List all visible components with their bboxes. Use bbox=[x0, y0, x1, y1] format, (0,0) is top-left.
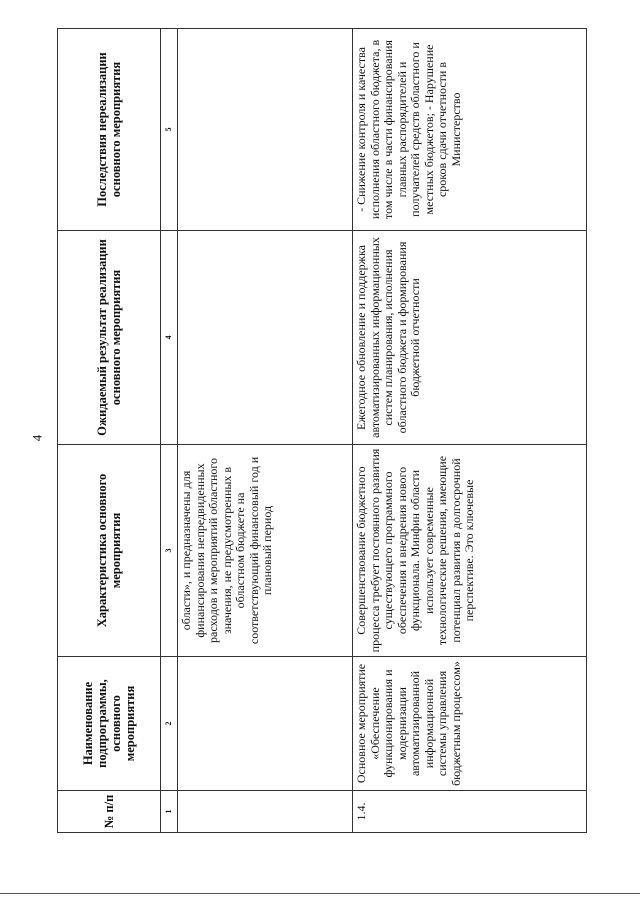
cell-name-empty bbox=[178, 657, 353, 791]
column-number: 2 bbox=[161, 657, 178, 791]
cell-consequences: - Снижение контроля и качества исполнения областного бюджета, в том числе в части финансирования главных распорядителей и получателей средств областного и местных бюджетов; - Нарушение сроков сдачи отчетности в Министерство bbox=[353, 29, 587, 231]
table-header-row bbox=[58, 29, 161, 833]
cell-characteristic-continued: области», и предназначены для финансирования непредвиденных расходов и мероприятий областного значения, не предусмотренных в областном бюджете на соответствующий финансовый год и плановый период bbox=[178, 445, 353, 657]
cell-number-empty bbox=[178, 791, 353, 833]
column-number: 5 bbox=[161, 29, 178, 231]
header-result: Ожидаемый результат реализации основного мероприятия bbox=[58, 231, 161, 445]
column-number: 3 bbox=[161, 445, 178, 657]
header-name: Наименование подпрограммы, основного мероприятия bbox=[58, 657, 161, 791]
cell-measure-name: Основное мероприятие «Обеспечение функционирования и модернизации автоматизированной информационной системы управления бюджетным процессом» bbox=[353, 657, 587, 791]
cell-result-empty bbox=[178, 231, 353, 445]
cell-expected-result: Ежегодное обновление и поддержка автоматизированных информационных систем планирования, исполнения областного бюджета и формирования бюджетной отчетности bbox=[353, 231, 587, 445]
header-consequences: Последствия нереализации основного мероприятия bbox=[58, 29, 161, 231]
bottom-rule bbox=[0, 893, 640, 894]
cell-consequences-empty bbox=[178, 29, 353, 231]
page-number: 4 bbox=[29, 434, 45, 442]
rotated-table-wrapper bbox=[57, 29, 587, 833]
cell-measure-characteristic: Совершенствование бюджетного процесса требует постоянного развития существующего программного обеспечения и внедрения нового функционала. Минфин области использует современные технологические решения, имеющие потенциал развития в долгосрочной перспективе. Это ключевые bbox=[353, 445, 587, 657]
cell-row-number: 1.4. bbox=[353, 791, 587, 833]
column-number: 1 bbox=[161, 791, 178, 833]
column-number: 4 bbox=[161, 231, 178, 445]
measures-table bbox=[57, 28, 587, 833]
table-row bbox=[353, 29, 587, 833]
column-number-row bbox=[161, 29, 178, 833]
header-characteristic: Характеристика основного мероприятия bbox=[58, 445, 161, 657]
table-row bbox=[178, 29, 353, 833]
header-number: № п/п bbox=[58, 791, 161, 833]
